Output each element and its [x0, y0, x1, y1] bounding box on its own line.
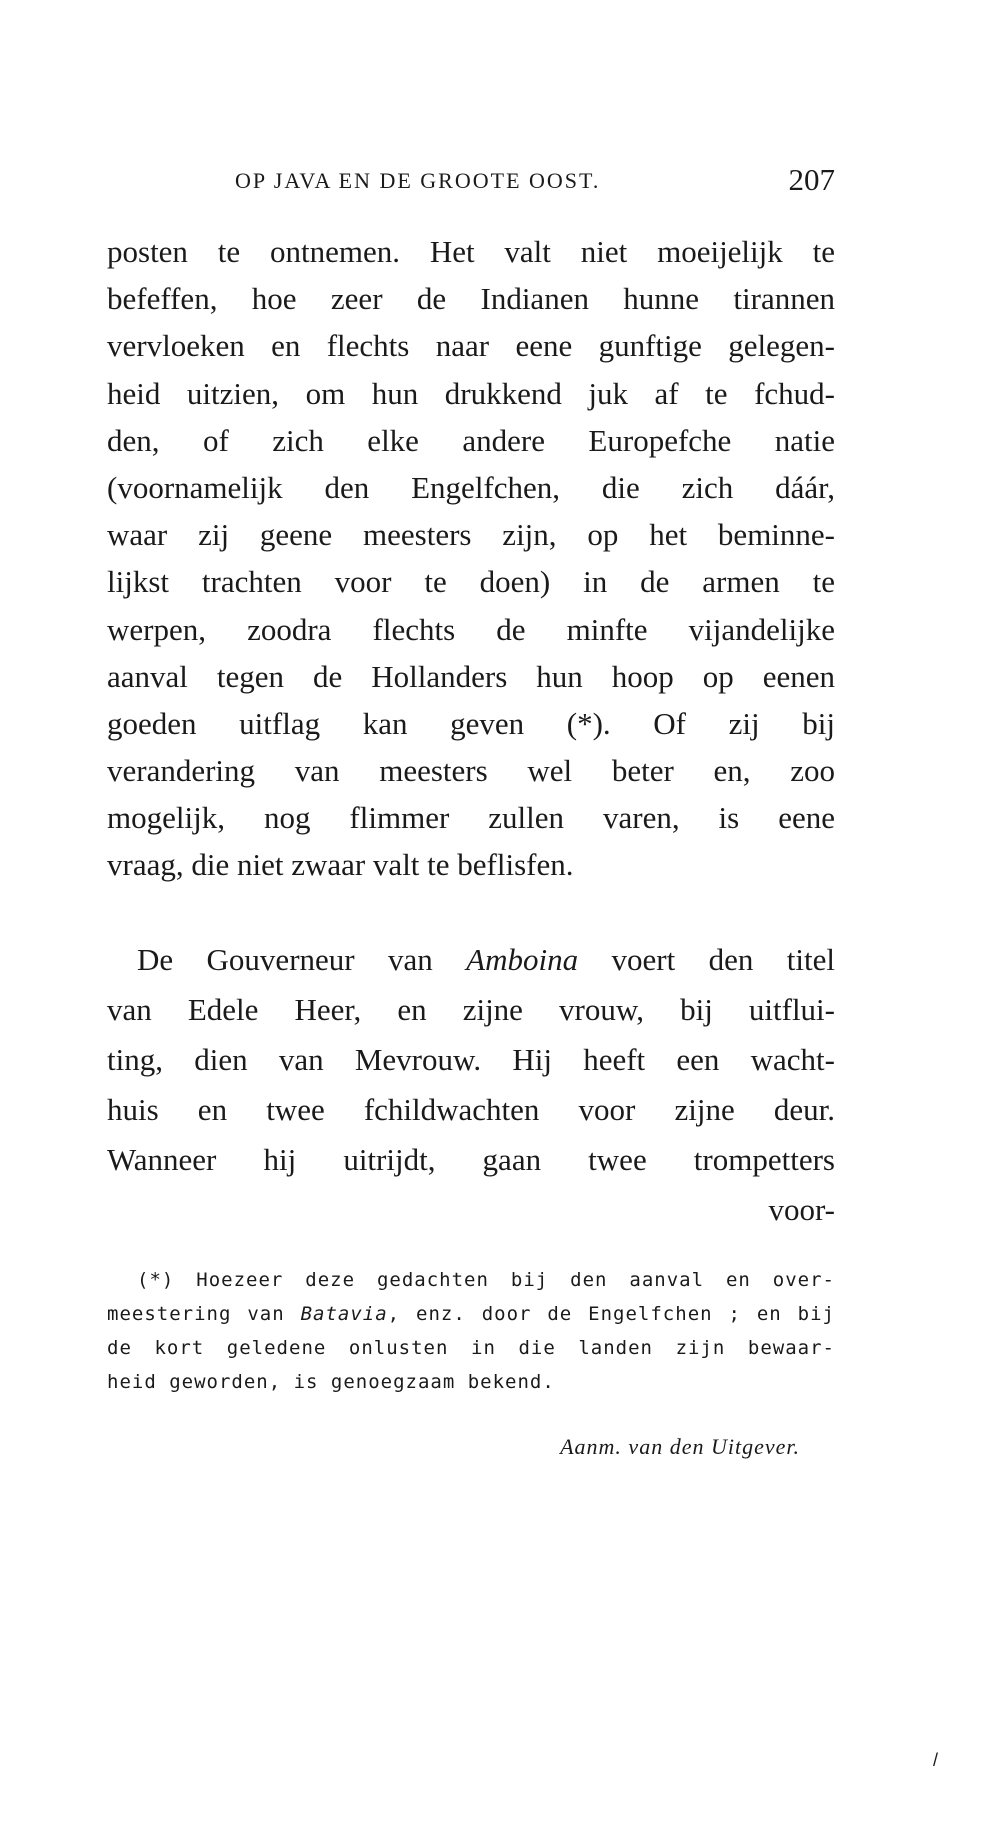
text-line: mogelijk, nog flimmer zullen varen, is eene	[107, 800, 835, 836]
text-line-last: vraag, die niet zwaar valt te beflisfen.	[107, 847, 574, 883]
text-line: werpen, zoodra flechts de minfte vijandelijke	[107, 611, 835, 647]
catchword: voor-	[768, 1192, 835, 1227]
text-line: lijkst trachten voor te doen) in de armen te	[107, 564, 835, 600]
stray-mark: /	[933, 1750, 939, 1770]
text-line: Wanneer hij uitrijdt, gaan twee trompetters	[107, 1142, 835, 1177]
footnote-line: de kort geledene onlusten in die landen zijn bewaar-	[107, 1337, 835, 1359]
text-line: vervloeken en flechts naar eene gunftige gelegen-	[107, 328, 835, 364]
page-header	[235, 162, 835, 202]
place-name-batavia: Batavia	[300, 1303, 388, 1325]
footnote-line: (*) Hoezeer deze gedachten bij den aanval en over-	[137, 1269, 835, 1291]
text-line: goeden uitflag kan geven (*). Of zij bij	[107, 705, 835, 741]
text-segment: meestering van	[107, 1303, 301, 1325]
footnote-line	[107, 1297, 835, 1331]
text-line: huis en twee fchildwachten voor zijne deur.	[107, 1092, 835, 1127]
text-segment: voert den titel	[578, 942, 835, 977]
running-title: OP JAVA EN DE GROOTE OOST.	[235, 168, 601, 193]
text-line: verandering van meesters wel beter en, zoo	[107, 753, 835, 789]
text-line-first	[107, 935, 835, 985]
footnote	[107, 1263, 835, 1399]
text-line: den, of zich elke andere Europefche natie	[107, 422, 835, 458]
text-line: (voornamelijk den Engelfchen, die zich dáár,	[107, 469, 835, 505]
text-line: waar zij geene meesters zijn, op het beminne-	[107, 517, 835, 553]
text-segment: De Gouverneur van	[137, 942, 467, 977]
footnote-line-last: heid geworden, is genoegzaam bekend.	[107, 1371, 555, 1393]
text-line: aanval tegen de Hollanders hun hoop op eenen	[107, 658, 835, 694]
text-line: ting, dien van Mevrouw. Hij heeft een wacht-	[107, 1042, 835, 1077]
text-line: heid uitzien, om hun drukkend juk af te fchud-	[107, 375, 835, 411]
text-segment: , enz. door de Engelfchen ; en bij	[387, 1303, 835, 1325]
place-name-amboina: Amboina	[466, 942, 579, 977]
paragraph-2	[107, 935, 835, 1235]
footnote-attribution: Aanm. van den Uitgever.	[560, 1434, 800, 1459]
text-line: van Edele Heer, en zijne vrouw, bij uitflui-	[107, 992, 835, 1027]
text-line: befeffen, hoe zeer de Indianen hunne tirannen	[107, 281, 835, 317]
page-number: 207	[788, 162, 835, 197]
paragraph-1	[107, 228, 835, 889]
text-line: posten te ontnemen. Het valt niet moeijelijk te	[107, 234, 835, 269]
